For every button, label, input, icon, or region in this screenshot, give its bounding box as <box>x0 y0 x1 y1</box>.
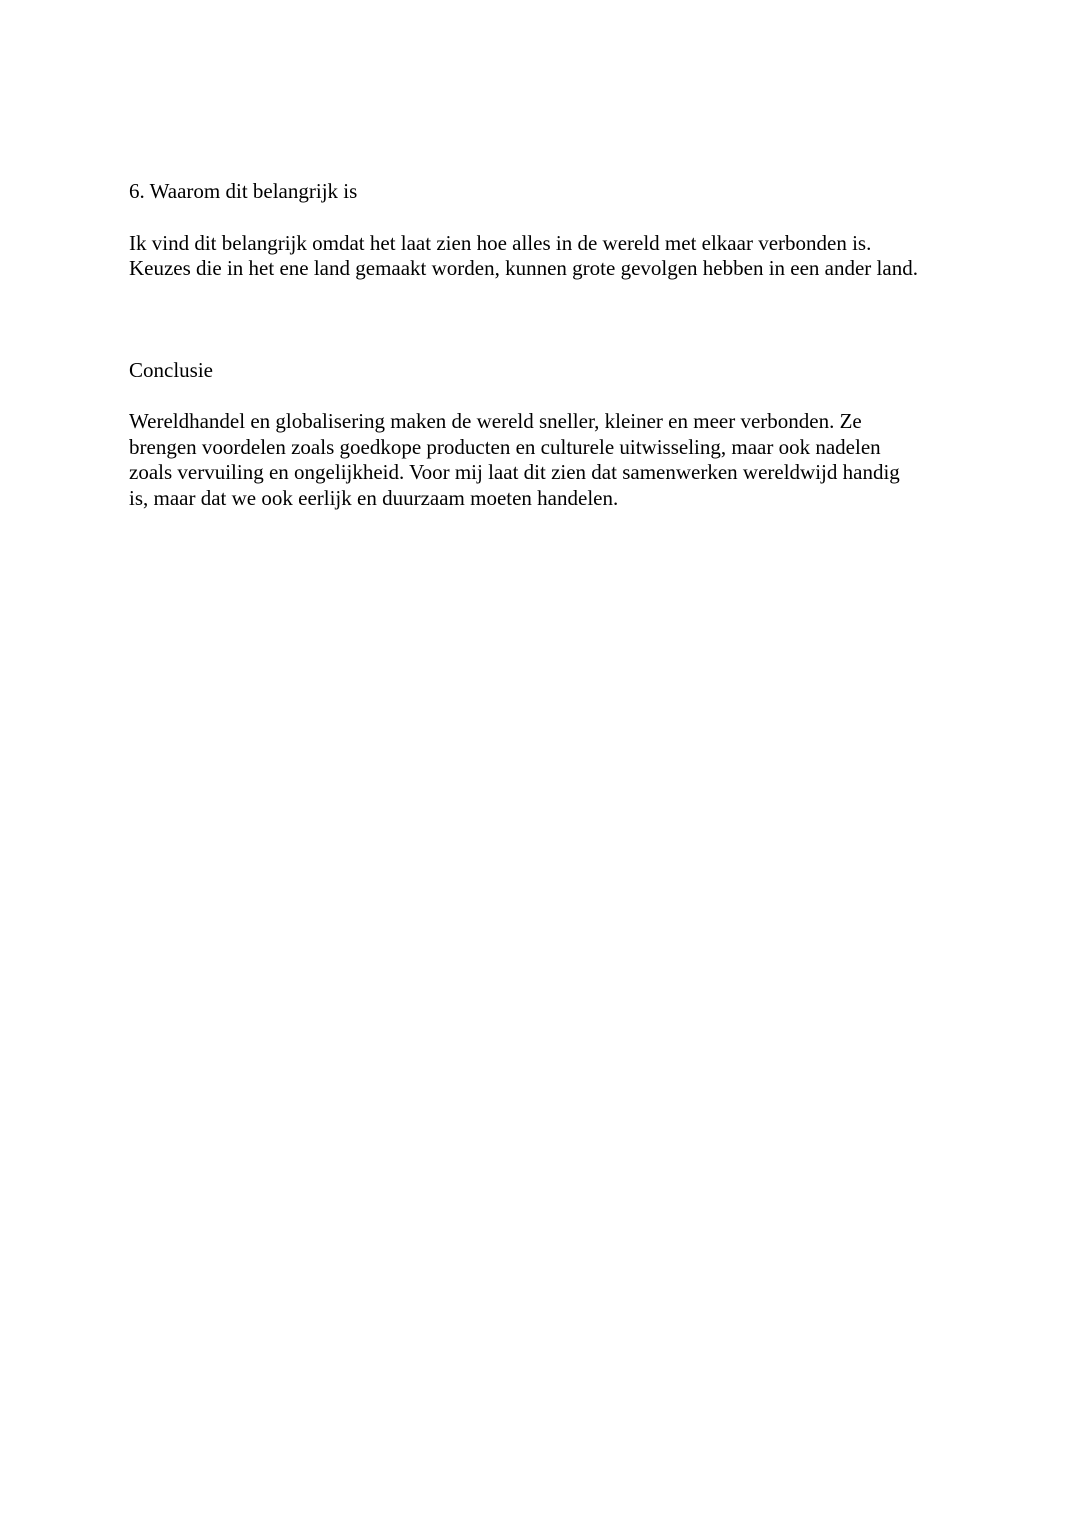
section-paragraph-conclusie <box>129 409 969 511</box>
document-content <box>129 179 969 511</box>
paragraph-line: Wereldhandel en globalisering maken de wereld sneller, kleiner en meer verbonden. Ze <box>129 409 862 433</box>
paragraph-line: brengen voordelen zoals goedkope producten en culturele uitwisseling, maar ook nadelen <box>129 434 881 459</box>
paragraph-line: Keuzes die in het ene land gemaakt worden, kunnen grote gevolgen hebben in een ander land. <box>129 256 918 280</box>
section-heading-conclusie: Conclusie <box>129 357 213 382</box>
section-heading-waarom: 6. Waarom dit belangrijk is <box>129 179 358 203</box>
paragraph-line: Ik vind dit belangrijk omdat het laat zien hoe alles in de wereld met elkaar verbonden is. <box>129 230 872 255</box>
paragraph-line: is, maar dat we ook eerlijk en duurzaam moeten handelen. <box>129 485 619 510</box>
section-paragraph-waarom <box>129 231 969 282</box>
paragraph-line: zoals vervuiling en ongelijkheid. Voor mij laat dit zien dat samenwerken wereldwijd handig <box>129 460 900 484</box>
